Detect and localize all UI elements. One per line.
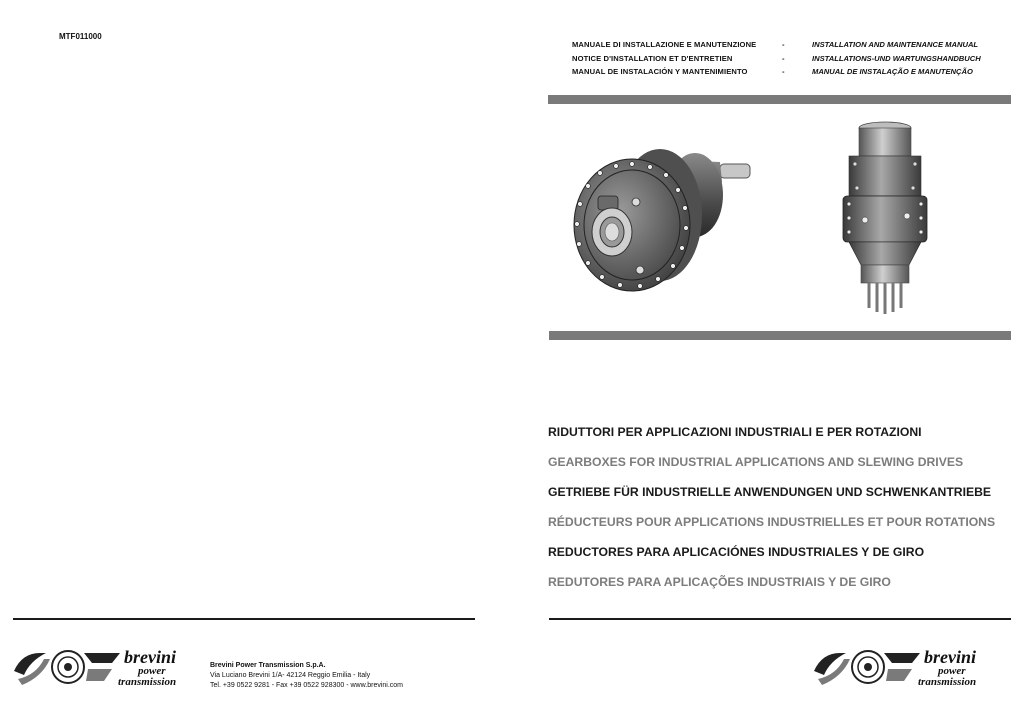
product-titles: [548, 425, 995, 605]
company-name: Brevini Power Transmission S.p.A.: [210, 662, 326, 669]
manual-title-row: [572, 65, 981, 79]
manual-title-row: [572, 52, 981, 66]
product-title-de: GETRIEBE FÜR INDUSTRIELLE ANWENDUNGEN UND SCHWENKANTRIEBE: [548, 485, 992, 499]
logo-word-power: power: [938, 665, 966, 677]
company-address: Via Luciano Brevini 1/A- 42124 Reggio Emilia - Italy: [210, 672, 371, 679]
document-code: MTF011000: [59, 32, 102, 41]
brevini-logo-mark: [12, 645, 130, 689]
product-title-pt: REDUTORES PARA APLICAÇÕES INDUSTRIAIS Y DE GIRO: [548, 575, 891, 589]
top-grey-bar: [548, 95, 1011, 104]
brevini-logo-mark: [812, 645, 930, 689]
right-footer-rule: [549, 618, 1011, 620]
product-title-en: GEARBOXES FOR INDUSTRIAL APPLICATIONS AND SLEWING DRIVES: [548, 455, 964, 469]
separator-dash: -: [782, 40, 785, 49]
company-address-block: [210, 661, 403, 691]
logo-word-power: power: [138, 665, 166, 677]
company-contact: Tel. +39 0522 9281 - Fax +39 0522 928300 - www.brevini.com: [210, 682, 404, 689]
bottom-grey-bar: [549, 331, 1011, 340]
gearbox-vertical-image: [835, 120, 935, 315]
gearbox-horizontal-image: [570, 140, 755, 300]
logo-word-brevini: brevini: [924, 647, 976, 667]
product-title-es: REDUCTORES PARA APLICACIÓNES INDUSTRIALES Y DE GIRO: [548, 545, 925, 559]
logo-word-transmission: transmission: [918, 676, 977, 688]
separator-dash: -: [782, 67, 785, 76]
logo-word-brevini: brevini: [124, 647, 176, 667]
manual-title-it: MANUALE DI INSTALLAZIONE E MANUTENZIONE: [572, 40, 757, 49]
product-title-fr: RÉDUCTEURS POUR APPLICATIONS INDUSTRIELLES ET POUR ROTATIONS: [548, 515, 996, 529]
separator-dash: -: [782, 53, 785, 63]
manual-title-fr: NOTICE D'INSTALLATION ET D'ENTRETIEN: [572, 53, 733, 63]
product-title-it: RIDUTTORI PER APPLICAZIONI INDUSTRIALI E PER ROTAZIONI: [548, 425, 922, 439]
manual-title-de: INSTALLATIONS-UND WARTUNGSHANDBUCH: [812, 53, 981, 63]
manual-title-pt: MANUAL DE INSTALAÇÃO E MANUTENÇÃO: [812, 67, 973, 76]
manual-title-es: MANUAL DE INSTALACIÓN Y MANTENIMIENTO: [572, 67, 748, 76]
logo-word-transmission: transmission: [118, 676, 177, 688]
brevini-logo-left: [12, 645, 202, 690]
manual-titles: [572, 38, 981, 79]
brevini-logo-right: [812, 645, 1002, 690]
manual-title-row: [572, 38, 981, 52]
left-footer-rule: [13, 618, 475, 620]
manual-title-en: INSTALLATION AND MAINTENANCE MANUAL: [812, 40, 979, 49]
